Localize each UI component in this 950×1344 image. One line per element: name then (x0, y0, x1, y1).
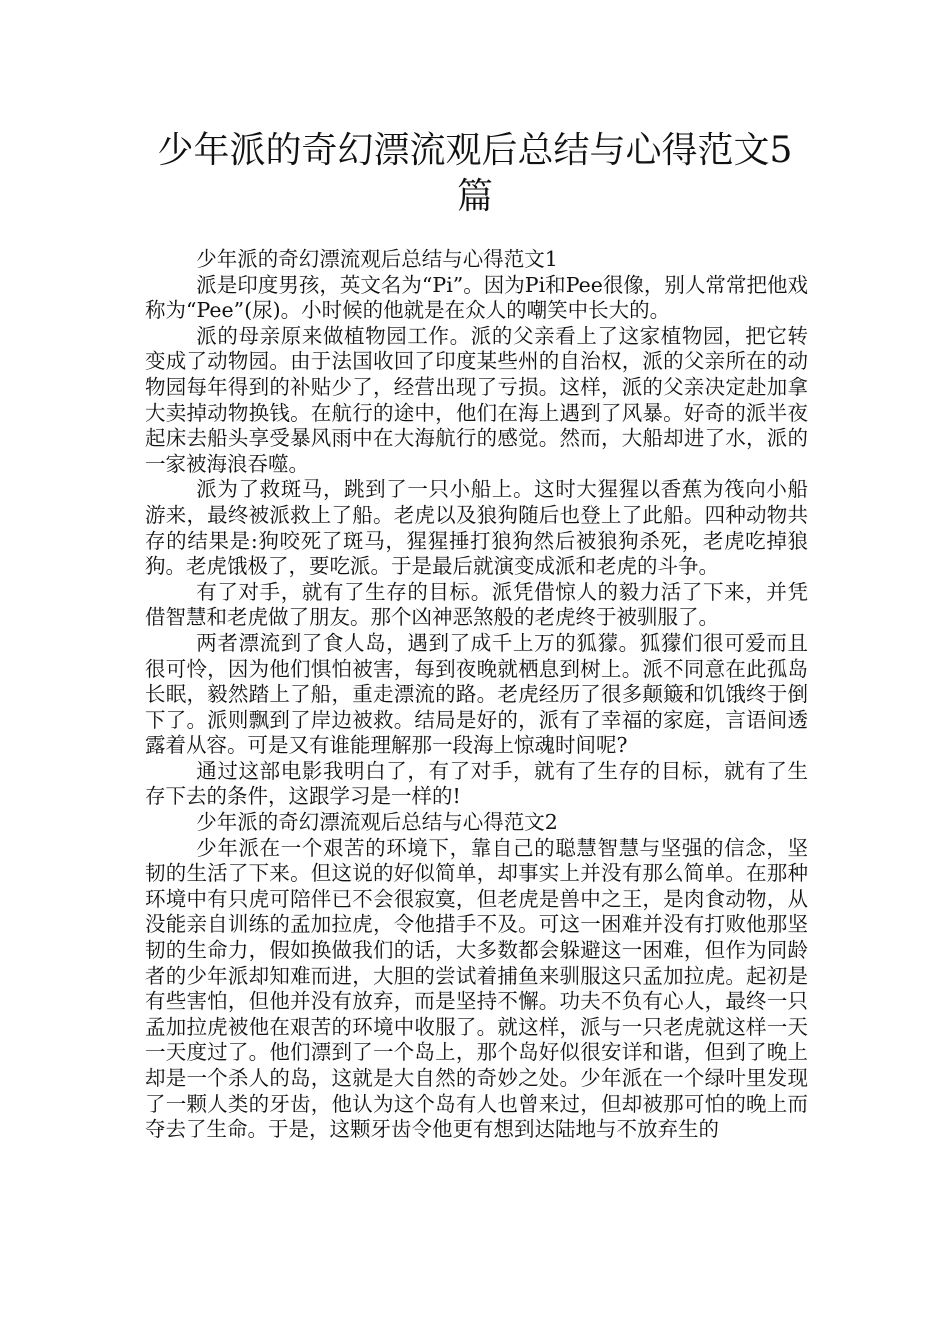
paragraph: 少年派在一个艰苦的环境下，靠自己的聪慧智慧与坚强的信念，坚韧的生活了下来。但这说的好似简单，却事实上并没有那么简单。在那种环境中有只虎可陪伴已不会很寂寞，但老虎是兽中之王，是肉食动物，从没能亲自训练的孟加拉虎，令他措手不及。可这一困难并没有打败他那坚韧的生命力，假如换做我们的话，大多数都会躲避这一困难，但作为同龄者的少年派却知难而进，大胆的尝试着捕鱼来驯服这只孟加拉虎。起初是有些害怕，但他并没有放弃，而是坚持不懈。功夫不负有心人，最终一只孟加拉虎被他在艰苦的环境中收服了。就这样，派与一只老虎就这样一天一天度过了。他们漂到了一个岛上，那个岛好似很安详和谐，但到了晚上却是一个杀人的岛，这就是大自然的奇妙之处。少年派在一个绿叶里发现了一颗人类的牙齿，他认为这个岛有人也曾来过，但却被那可怕的晚上而夺去了生命。于是，这颗牙齿令他更有想到达陆地与不放弃生的 (145, 835, 808, 1142)
paragraph: 有了对手，就有了生存的目标。派凭借惊人的毅力活了下来，并凭借智慧和老虎做了朋友。那个凶神恶煞般的老虎终于被驯服了。 (145, 579, 808, 630)
paragraph: 通过这部电影我明白了，有了对手，就有了生存的目标，就有了生存下去的条件，这跟学习是一样的! (145, 758, 808, 809)
section-heading-1: 少年派的奇幻漂流观后总结与心得范文1 (196, 247, 558, 271)
section-heading-2: 少年派的奇幻漂流观后总结与心得范文2 (196, 810, 558, 835)
document-title: 少年派的奇幻漂流观后总结与心得范文5篇 (157, 130, 793, 217)
paragraph: 派为了救斑马，跳到了一只小船上。这时大猩猩以香蕉为筏向小船游来，最终被派救上了船。老虎以及狼狗随后也登上了此船。四种动物共存的结果是:狗咬死了斑马，猩猩捶打狼狗然后被狼狗杀死，老虎吃掉狼狗。老虎饿极了，要吃派。于是最后就演变成派和老虎的斗争。 (145, 477, 808, 579)
paragraph: 派是印度男孩，英文名为“Pi”。因为Pi和Pee很像，别人常常把他戏称为“Pee”(尿)。小时候的他就是在众人的嘲笑中长大的。 (145, 272, 808, 323)
paragraph: 派的母亲原来做植物园工作。派的父亲看上了这家植物园，把它转变成了动物园。由于法国收回了印度某些州的自治权，派的父亲所在的动物园每年得到的补贴少了，经营出现了亏损。这样，派的父亲决定赴加拿大卖掉动物换钱。在航行的途中，他们在海上遇到了风暴。好奇的派半夜起床去船头享受暴风雨中在大海航行的感觉。然而，大船却进了水，派的一家被海浪吞噬。 (145, 323, 808, 476)
paragraph: 两者漂流到了食人岛，遇到了成千上万的狐獴。狐獴们很可爱而且很可怜，因为他们惧怕被害，每到夜晚就栖息到树上。派不同意在此孤岛长眠，毅然踏上了船，重走漂流的路。老虎经历了很多颠簸和饥饿终于倒下了。派则飘到了岸边被救。结局是好的，派有了幸福的家庭，言语间透露着从容。可是又有谁能理解那一段海上惊魂时间呢? (145, 630, 808, 758)
document-body (145, 247, 808, 1143)
